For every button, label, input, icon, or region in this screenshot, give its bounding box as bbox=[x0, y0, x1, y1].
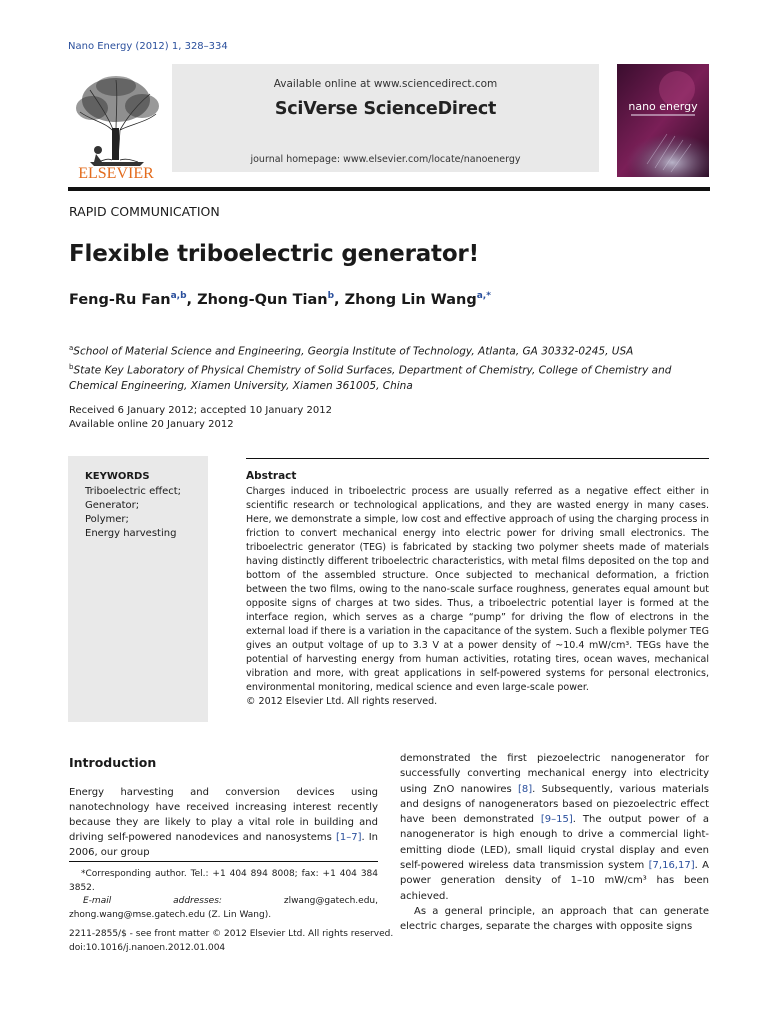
author-affil-sup[interactable]: b bbox=[327, 291, 335, 301]
email-note bbox=[69, 895, 378, 922]
cover-title: nano energy bbox=[628, 100, 698, 113]
elsevier-wordmark: ELSEVIER bbox=[78, 165, 154, 180]
received-accepted-date: Received 6 January 2012; accepted 10 January 2012 bbox=[69, 405, 332, 416]
abstract-heading: Abstract bbox=[246, 470, 297, 482]
author-affil-sup[interactable]: a,b bbox=[170, 291, 187, 301]
affiliation-item bbox=[69, 341, 709, 360]
available-online-date: Available online 20 January 2012 bbox=[69, 418, 234, 430]
article-title: Flexible triboelectric generator! bbox=[69, 241, 479, 267]
author-name[interactable]: Feng-Ru Fan bbox=[69, 291, 171, 308]
doi-line[interactable]: doi:10.1016/j.nanoen.2012.01.004 bbox=[69, 942, 226, 953]
keyword-item: Generator; bbox=[85, 500, 140, 511]
sciencedirect-brand[interactable]: SciVerse ScienceDirect bbox=[274, 99, 497, 119]
journal-cover-image[interactable] bbox=[617, 64, 709, 177]
affiliation-marker: b bbox=[69, 363, 74, 371]
corresponding-footnote bbox=[69, 868, 378, 922]
keyword-item: Polymer; bbox=[85, 514, 129, 525]
intro-right-column bbox=[400, 751, 709, 935]
author-separator: , bbox=[334, 291, 345, 308]
affiliation-text: School of Material Science and Engineering, Georgia Institute of Technology, Atlanta, GA 30332-0245, USA bbox=[73, 345, 634, 358]
available-online-text[interactable]: Available online at www.sciencedirect.com bbox=[273, 78, 498, 90]
keywords-list bbox=[85, 485, 181, 541]
introduction-heading: Introduction bbox=[69, 755, 157, 770]
abstract-top-rule bbox=[246, 458, 709, 459]
abstract-copyright: © 2012 Elsevier Ltd. All rights reserved. bbox=[246, 696, 438, 707]
abstract-body bbox=[246, 485, 709, 709]
issn-line: 2211-2855/$ - see front matter © 2012 Elsevier Ltd. All rights reserved. bbox=[69, 929, 394, 939]
email-addresses[interactable]: zlwang@gatech.edu, zhong.wang@mse.gatech.edu (Z. Lin Wang). bbox=[69, 896, 378, 920]
abstract-text: Charges induced in triboelectric process are usually referred as a negative effect either in scientific research or technological applications, and they are wasted energy in many cases. Here, we demonstrate a simple, low cost and effective approach of using the charging process in friction to convert mechanical energy into electric power for driving small electronics. The triboelectric generator (TEG) is fabricated by stacking two polymer sheets made of materials having distinctly different triboelectric characteristics, with metal films deposited on the top and bottom of the assembled structure. Once subjected to mechanical deformation, a friction between the two films, owing to the nano-scale surface roughness, generates equal amount but opposite signs of charges at two sides. Thus, a triboelectric potential layer is formed at the interface region, which serves as a charge “pump” for driving the flow of electrons in the external load if there is a variation in the capacitance of the system. Such a flexible polymer TEG gives an output voltage of up to 3.3 V at a power density of ~10.4 mW/cm³. TEGs have the potential of harvesting energy from human activities, rotating tires, ocean waves, mechanical vibration and more, with great applications in self-powered systems for personal electronics, environmental monitoring, medical science and even large-scale power. bbox=[246, 486, 709, 693]
corresponding-author-note: *Corresponding author. Tel.: +1 404 894 8008; fax: +1 404 384 3852. bbox=[69, 869, 378, 893]
citation-link[interactable]: [9–15] bbox=[540, 814, 573, 826]
keyword-item: Energy harvesting bbox=[85, 528, 177, 539]
keywords-heading: KEYWORDS bbox=[85, 471, 150, 482]
section-type-label: RAPID COMMUNICATION bbox=[69, 204, 220, 219]
citation-link[interactable]: [7,16,17] bbox=[648, 860, 695, 872]
keyword-item: Triboelectric effect; bbox=[85, 486, 182, 497]
intro-paragraph: demonstrated the first piezoelectric nanogenerator for successfully converting mechanical energy into electricity using ZnO nanowires [8]. Subsequently, various materials and designs of nanogenerators based on piezoelectric effect have been demonstrated [9–15]. The output power of a nanogenerator is high enough to drive a commercial light-emitting diode (LED), small liquid crystal display and even self-powered wireless data transmission system [7,16,17]. A power generation density of 1–10 mW/cm³ has been achieved. bbox=[400, 753, 710, 902]
author-list bbox=[69, 291, 491, 308]
journal-reference[interactable]: Nano Energy (2012) 1, 328–334 bbox=[68, 41, 228, 52]
affiliation-item bbox=[69, 360, 709, 395]
footnote-rule bbox=[69, 861, 378, 862]
front-matter-info bbox=[69, 928, 393, 955]
author-separator: , bbox=[186, 291, 198, 308]
citation-link[interactable]: [1–7] bbox=[335, 832, 362, 843]
author-name[interactable]: Zhong-Qun Tian bbox=[197, 291, 328, 308]
header-rule bbox=[68, 187, 710, 191]
citation-link[interactable]: [8] bbox=[517, 783, 533, 795]
affiliation-marker: a bbox=[69, 344, 74, 352]
intro-text: Energy harvesting and conversion devices using nanotechnology have received increasing interest recently because they are likely to play a vital role in building and driving self-powered nanodevices and nanosystems bbox=[69, 787, 378, 843]
elsevier-logo bbox=[68, 72, 164, 180]
author-affil-sup[interactable]: a,* bbox=[476, 291, 491, 301]
intro-paragraph: As a general principle, an approach that can generate electric charges, separate the charges with opposite signs bbox=[400, 905, 709, 933]
author-name[interactable]: Zhong Lin Wang bbox=[344, 291, 477, 308]
affiliations bbox=[69, 341, 709, 395]
intro-text: . In 2006, our group bbox=[69, 832, 378, 858]
affiliation-text: State Key Laboratory of Physical Chemistry of Solid Surfaces, Department of Chemistry, College of Chemistry and Chemical Engineering, Xiamen University, Xiamen 361005, China bbox=[69, 364, 672, 392]
email-label: E-mail addresses: bbox=[83, 896, 222, 906]
article-dates bbox=[69, 404, 332, 431]
journal-homepage-link[interactable]: journal homepage: www.elsevier.com/locate/nanoenergy bbox=[250, 154, 521, 165]
intro-left-column bbox=[69, 785, 378, 860]
